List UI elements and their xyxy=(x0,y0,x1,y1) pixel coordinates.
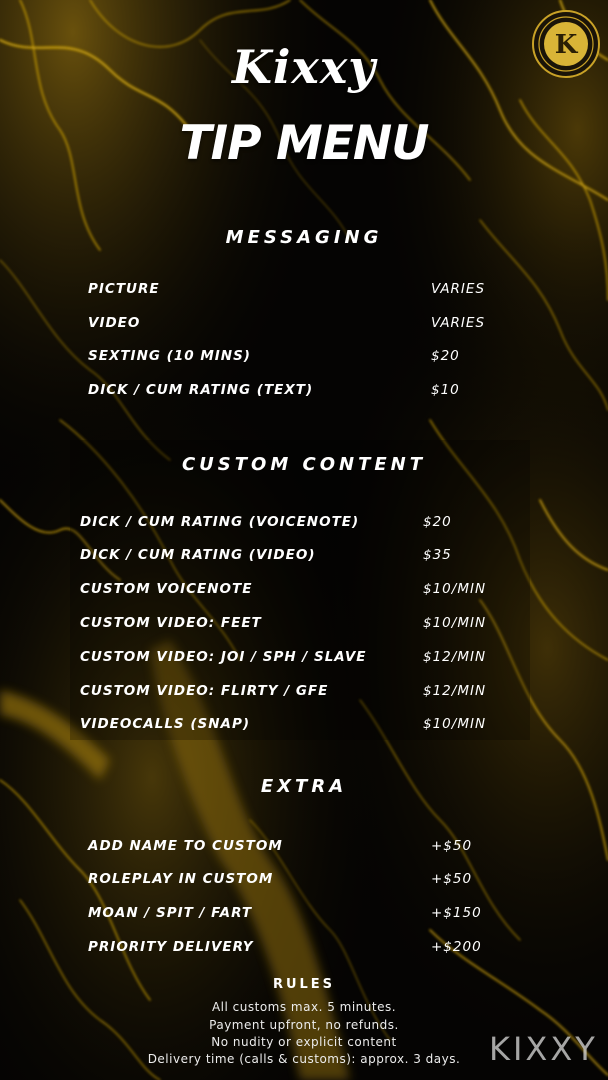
item-label: DICK / CUM RATING (VIDEO) xyxy=(80,547,316,563)
item-label: ROLEPLAY IN CUSTOM xyxy=(88,871,274,887)
item-label: CUSTOM VIDEO: FEET xyxy=(80,615,262,631)
item-label: DICK / CUM RATING (TEXT) xyxy=(88,382,314,398)
item-label: CUSTOM VIDEO: JOI / SPH / SLAVE xyxy=(80,649,367,665)
item-price: $20 xyxy=(431,348,460,364)
brand-logo-text: Kixxy xyxy=(231,40,377,94)
item-price: $12/MIN xyxy=(423,683,487,699)
item-price: $10/MIN xyxy=(423,581,487,597)
item-label: MOAN / SPIT / FART xyxy=(88,905,253,921)
section-title-messaging: MESSAGING xyxy=(225,227,383,248)
rules-line: Payment upfront, no refunds. xyxy=(209,1018,399,1032)
rules-line: Delivery time (calls & customs): approx. 3 days. xyxy=(147,1052,461,1066)
item-label: PRIORITY DELIVERY xyxy=(88,939,254,955)
section-title-extra: EXTRA xyxy=(260,776,348,797)
badge-letter: K xyxy=(554,30,578,60)
section-title-custom-content: CUSTOM CONTENT xyxy=(181,454,427,475)
item-price: +$50 xyxy=(431,838,473,854)
item-label: DICK / CUM RATING (VOICENOTE) xyxy=(80,514,360,530)
item-price: +$150 xyxy=(431,905,482,921)
item-price: $10/MIN xyxy=(423,716,487,732)
item-label: VIDEOCALLS (SNAP) xyxy=(80,716,251,732)
item-label: ADD NAME TO CUSTOM xyxy=(88,838,283,854)
item-label: PICTURE xyxy=(88,281,160,297)
item-price: +$50 xyxy=(431,871,473,887)
item-label: VIDEO xyxy=(88,315,141,331)
rules-line: No nudity or explicit content xyxy=(211,1035,397,1049)
rules-title: RULES xyxy=(272,977,336,992)
watermark: KIXXY xyxy=(489,1030,598,1068)
item-price: $10/MIN xyxy=(423,615,487,631)
rules-line: All customs max. 5 minutes. xyxy=(211,1000,397,1014)
item-price: VARIES xyxy=(431,315,486,331)
item-price: $10 xyxy=(431,382,460,398)
item-price: +$200 xyxy=(431,939,482,955)
item-price: $12/MIN xyxy=(423,649,487,665)
page-title: TIP MENU xyxy=(179,116,429,171)
item-label: CUSTOM VIDEO: FLIRTY / GFE xyxy=(80,683,329,699)
item-price: VARIES xyxy=(431,281,486,297)
item-price: $35 xyxy=(423,547,452,563)
item-label: CUSTOM VOICENOTE xyxy=(80,581,253,597)
item-label: SEXTING (10 MINS) xyxy=(88,348,251,364)
item-price: $20 xyxy=(423,514,452,530)
